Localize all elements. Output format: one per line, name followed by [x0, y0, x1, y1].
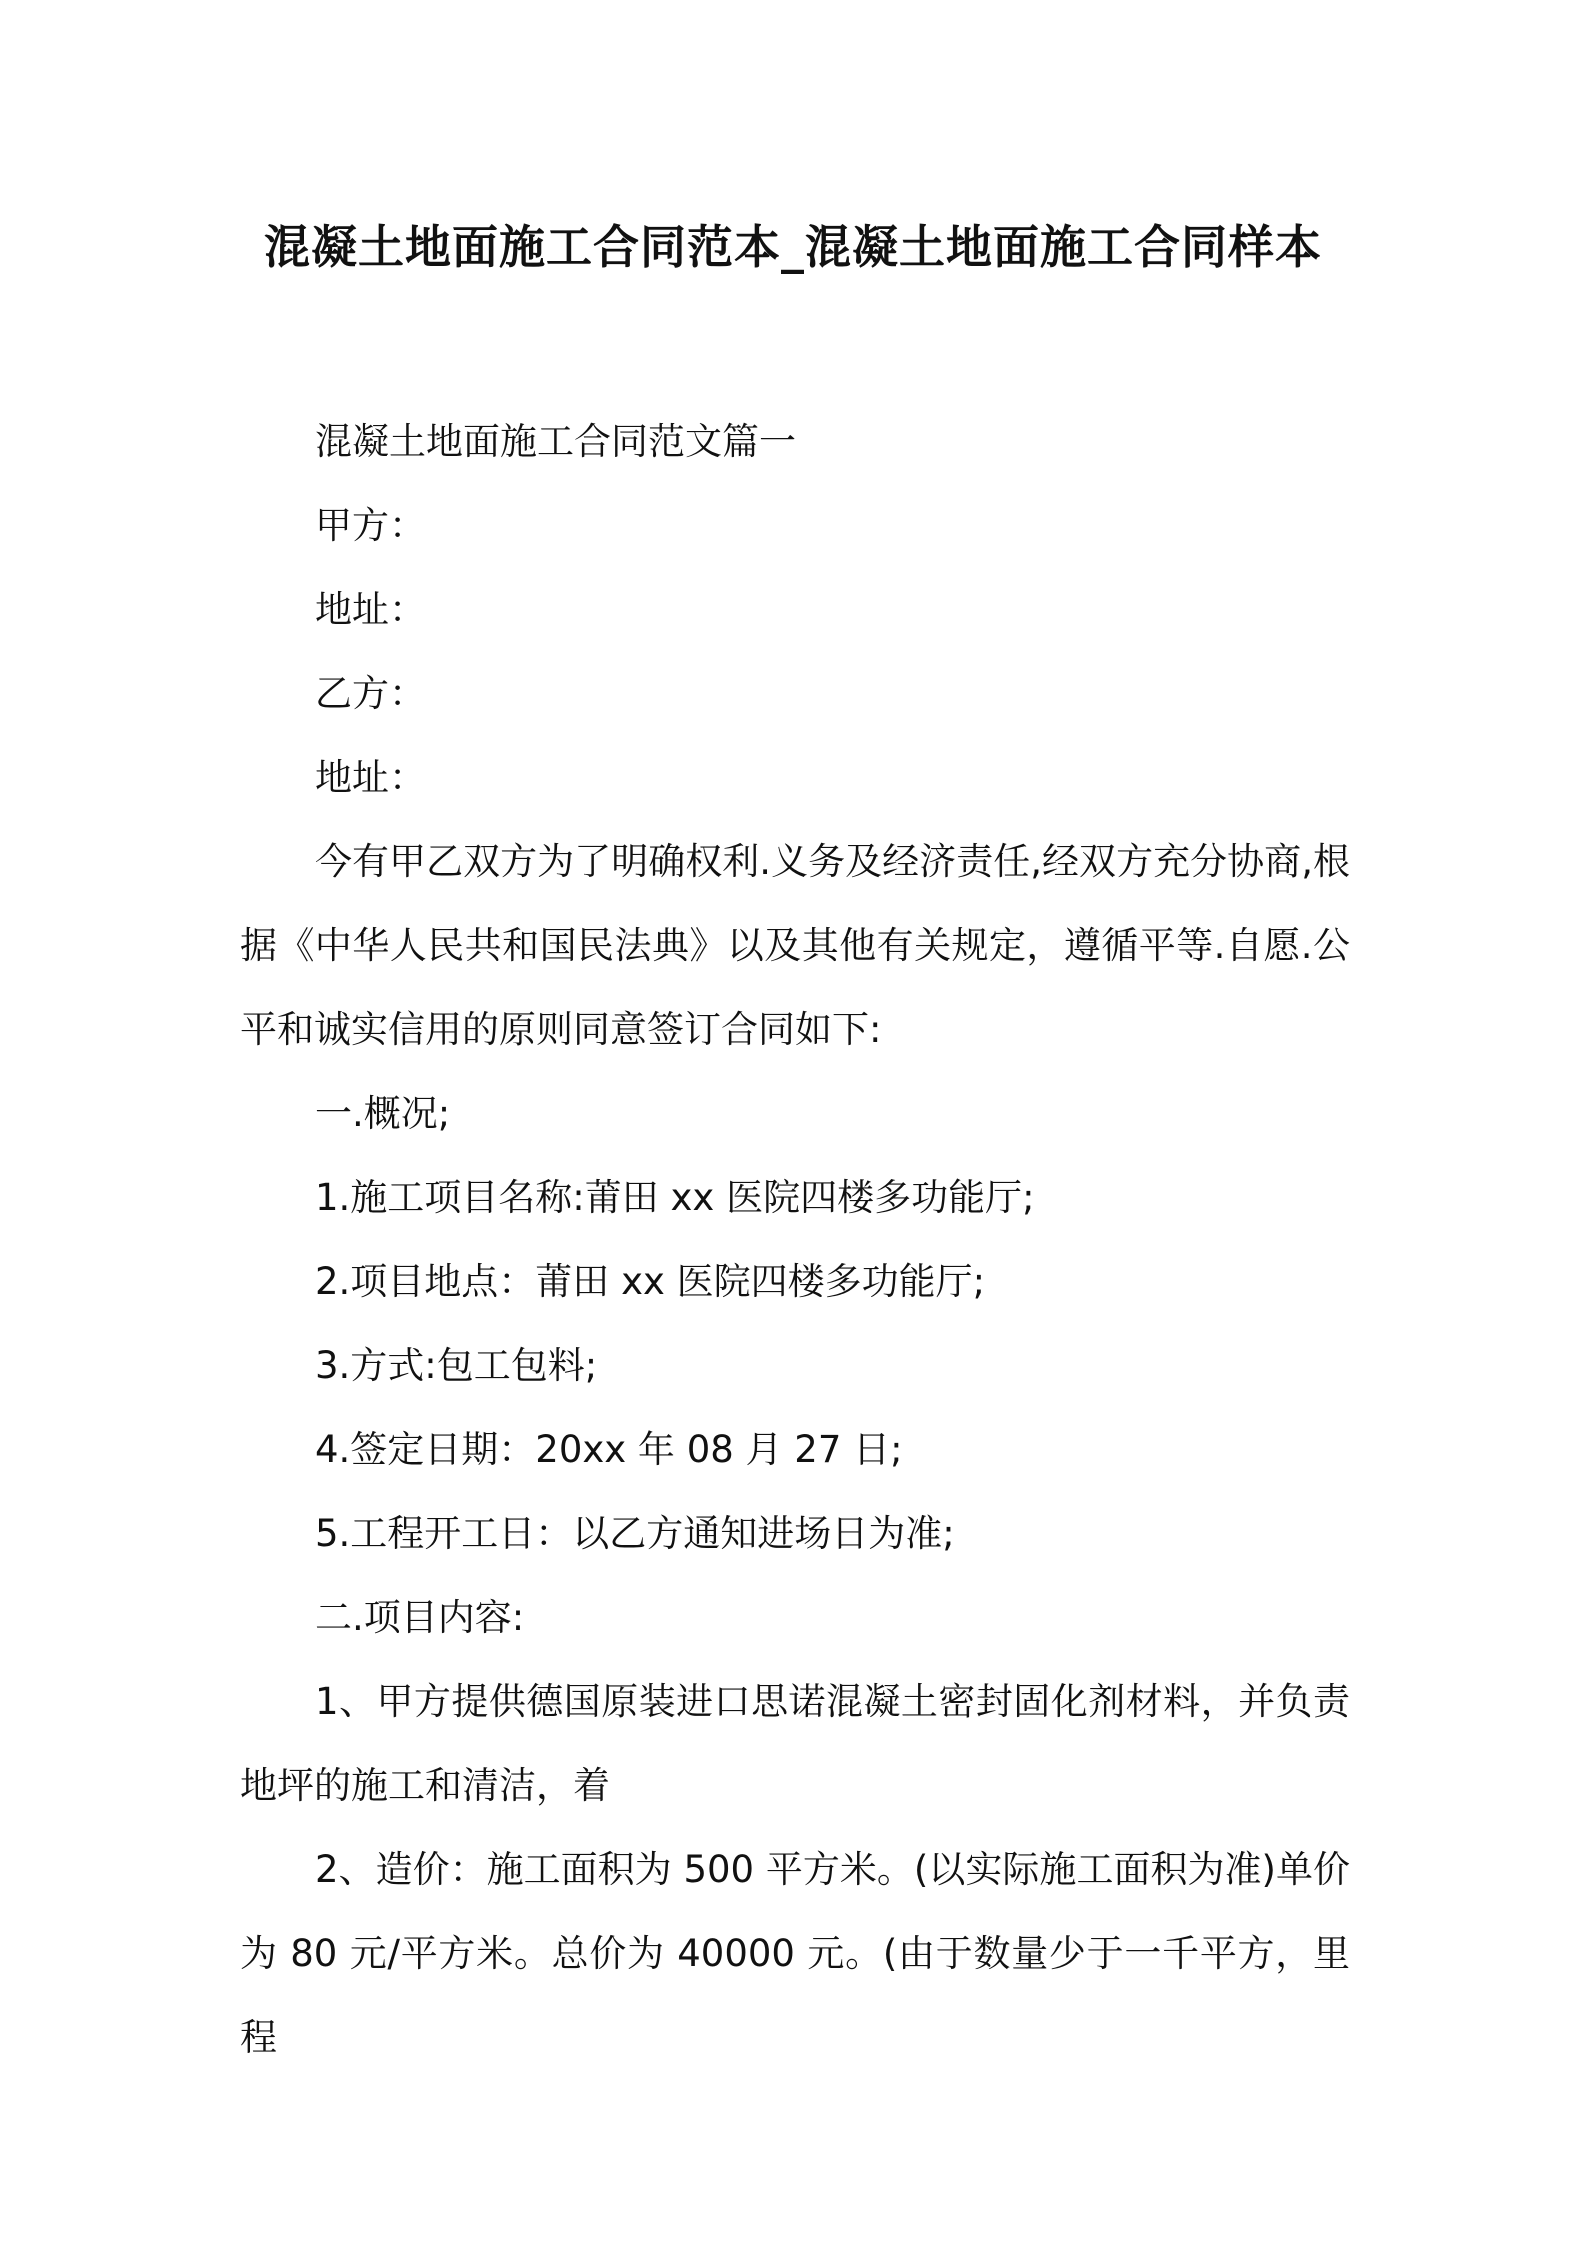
overview-heading: 一.概况;: [315, 1092, 451, 1135]
party-a-address-label: 地址：: [315, 588, 426, 631]
section-heading: 混凝土地面施工合同范文篇一: [315, 420, 796, 463]
party-a-label: 甲方：: [315, 504, 426, 547]
preamble-paragraph: 今有甲乙双方为了明确权利.义务及经济责任,经双方充分协商,根据《中华人民共和国民法典》以及其他有关规定，遵循平等.自愿.公平和诚实信用的原则同意签订合同如下:: [240, 840, 1350, 1051]
document-title: 混凝土地面施工合同范本_混凝土地面施工合同样本: [264, 220, 1322, 274]
party-b-label: 乙方：: [315, 672, 426, 715]
party-b-address-label: 地址：: [315, 756, 426, 799]
content-item-2: 2、造价：施工面积为 500 平方米。(以实际施工面积为准)单价为 80 元/平方米。总价为 40000 元。(由于数量少于一千平方，里程: [240, 1848, 1350, 2059]
project-location-item: 2.项目地点：莆田 xx 医院四楼多功能厅;: [315, 1260, 986, 1303]
contract-method-item: 3.方式:包工包料;: [315, 1344, 598, 1387]
project-name-item: 1.施工项目名称:莆田 xx 医院四楼多功能厅;: [315, 1176, 1035, 1219]
project-content-heading: 二.项目内容:: [315, 1596, 525, 1639]
signing-date-item: 4.签定日期：20xx 年 08 月 27 日;: [315, 1428, 903, 1471]
content-item-1: 1、甲方提供德国原装进口思诺混凝土密封固化剂材料，并负责地坪的施工和清洁，着: [240, 1680, 1350, 1807]
document-body: [240, 400, 1350, 2080]
start-date-item: 5.工程开工日：以乙方通知进场日为准;: [315, 1512, 955, 1555]
